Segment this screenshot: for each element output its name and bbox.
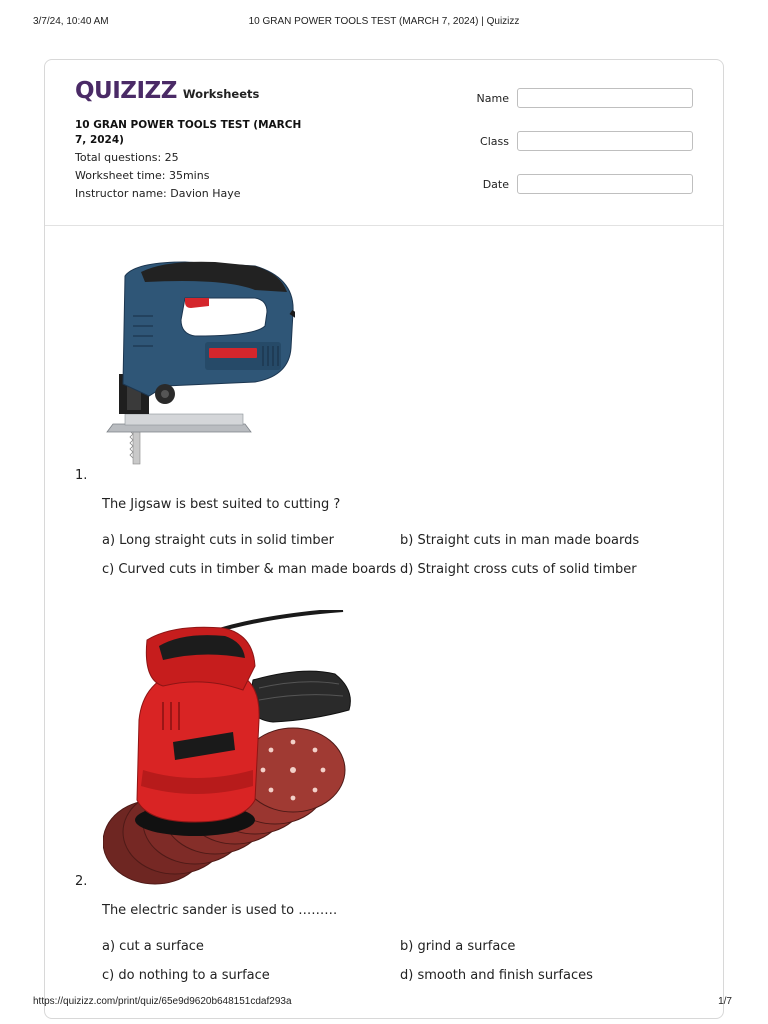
question-number: 2. [75,874,88,889]
worksheet-header [45,60,723,226]
option-a[interactable]: a) cut a surface [102,939,204,954]
option-b[interactable]: b) Straight cuts in man made boards [400,533,640,548]
option-d[interactable]: d) smooth and finish surfaces [400,968,593,983]
option-b[interactable]: b) grind a surface [400,939,516,954]
logo-subtitle: Worksheets [182,87,260,101]
print-timestamp: 3/7/24, 10:40 AM [33,16,109,27]
question-text: The Jigsaw is best suited to cutting ? [102,497,341,512]
option-c[interactable]: c) Curved cuts in timber & man made boards [102,562,397,577]
date-field[interactable] [517,174,693,194]
print-page-count: 1/7 [718,996,732,1007]
total-questions: Total questions: 25 [75,151,179,164]
option-a[interactable]: a) Long straight cuts in solid timber [102,533,334,548]
quizizz-logo [75,78,259,104]
instructor-name: Instructor name: Davion Haye [75,187,241,200]
jigsaw-image [105,256,295,468]
class-field[interactable] [517,131,693,151]
option-d[interactable]: d) Straight cross cuts of solid timber [400,562,637,577]
quiz-title: 10 GRAN POWER TOOLS TEST (MARCH 7, 2024) [75,119,302,146]
print-url: https://quizizz.com/print/quiz/65e9d9620b648151cdaf293a [33,996,292,1007]
sander-image [103,610,353,886]
question-number: 1. [75,468,88,483]
print-page-title: 10 GRAN POWER TOOLS TEST (MARCH 7, 2024) | Quizizz [248,16,520,27]
class-label: Class [480,135,509,148]
worksheet-card [44,59,724,1019]
name-field[interactable] [517,88,693,108]
logo-wordmark: QUIZIZZ [75,78,177,104]
date-label: Date [482,178,509,191]
name-label: Name [476,92,509,105]
question-text: The electric sander is used to ……… [102,903,338,918]
worksheet-time: Worksheet time: 35mins [75,169,210,182]
option-c[interactable]: c) do nothing to a surface [102,968,270,983]
